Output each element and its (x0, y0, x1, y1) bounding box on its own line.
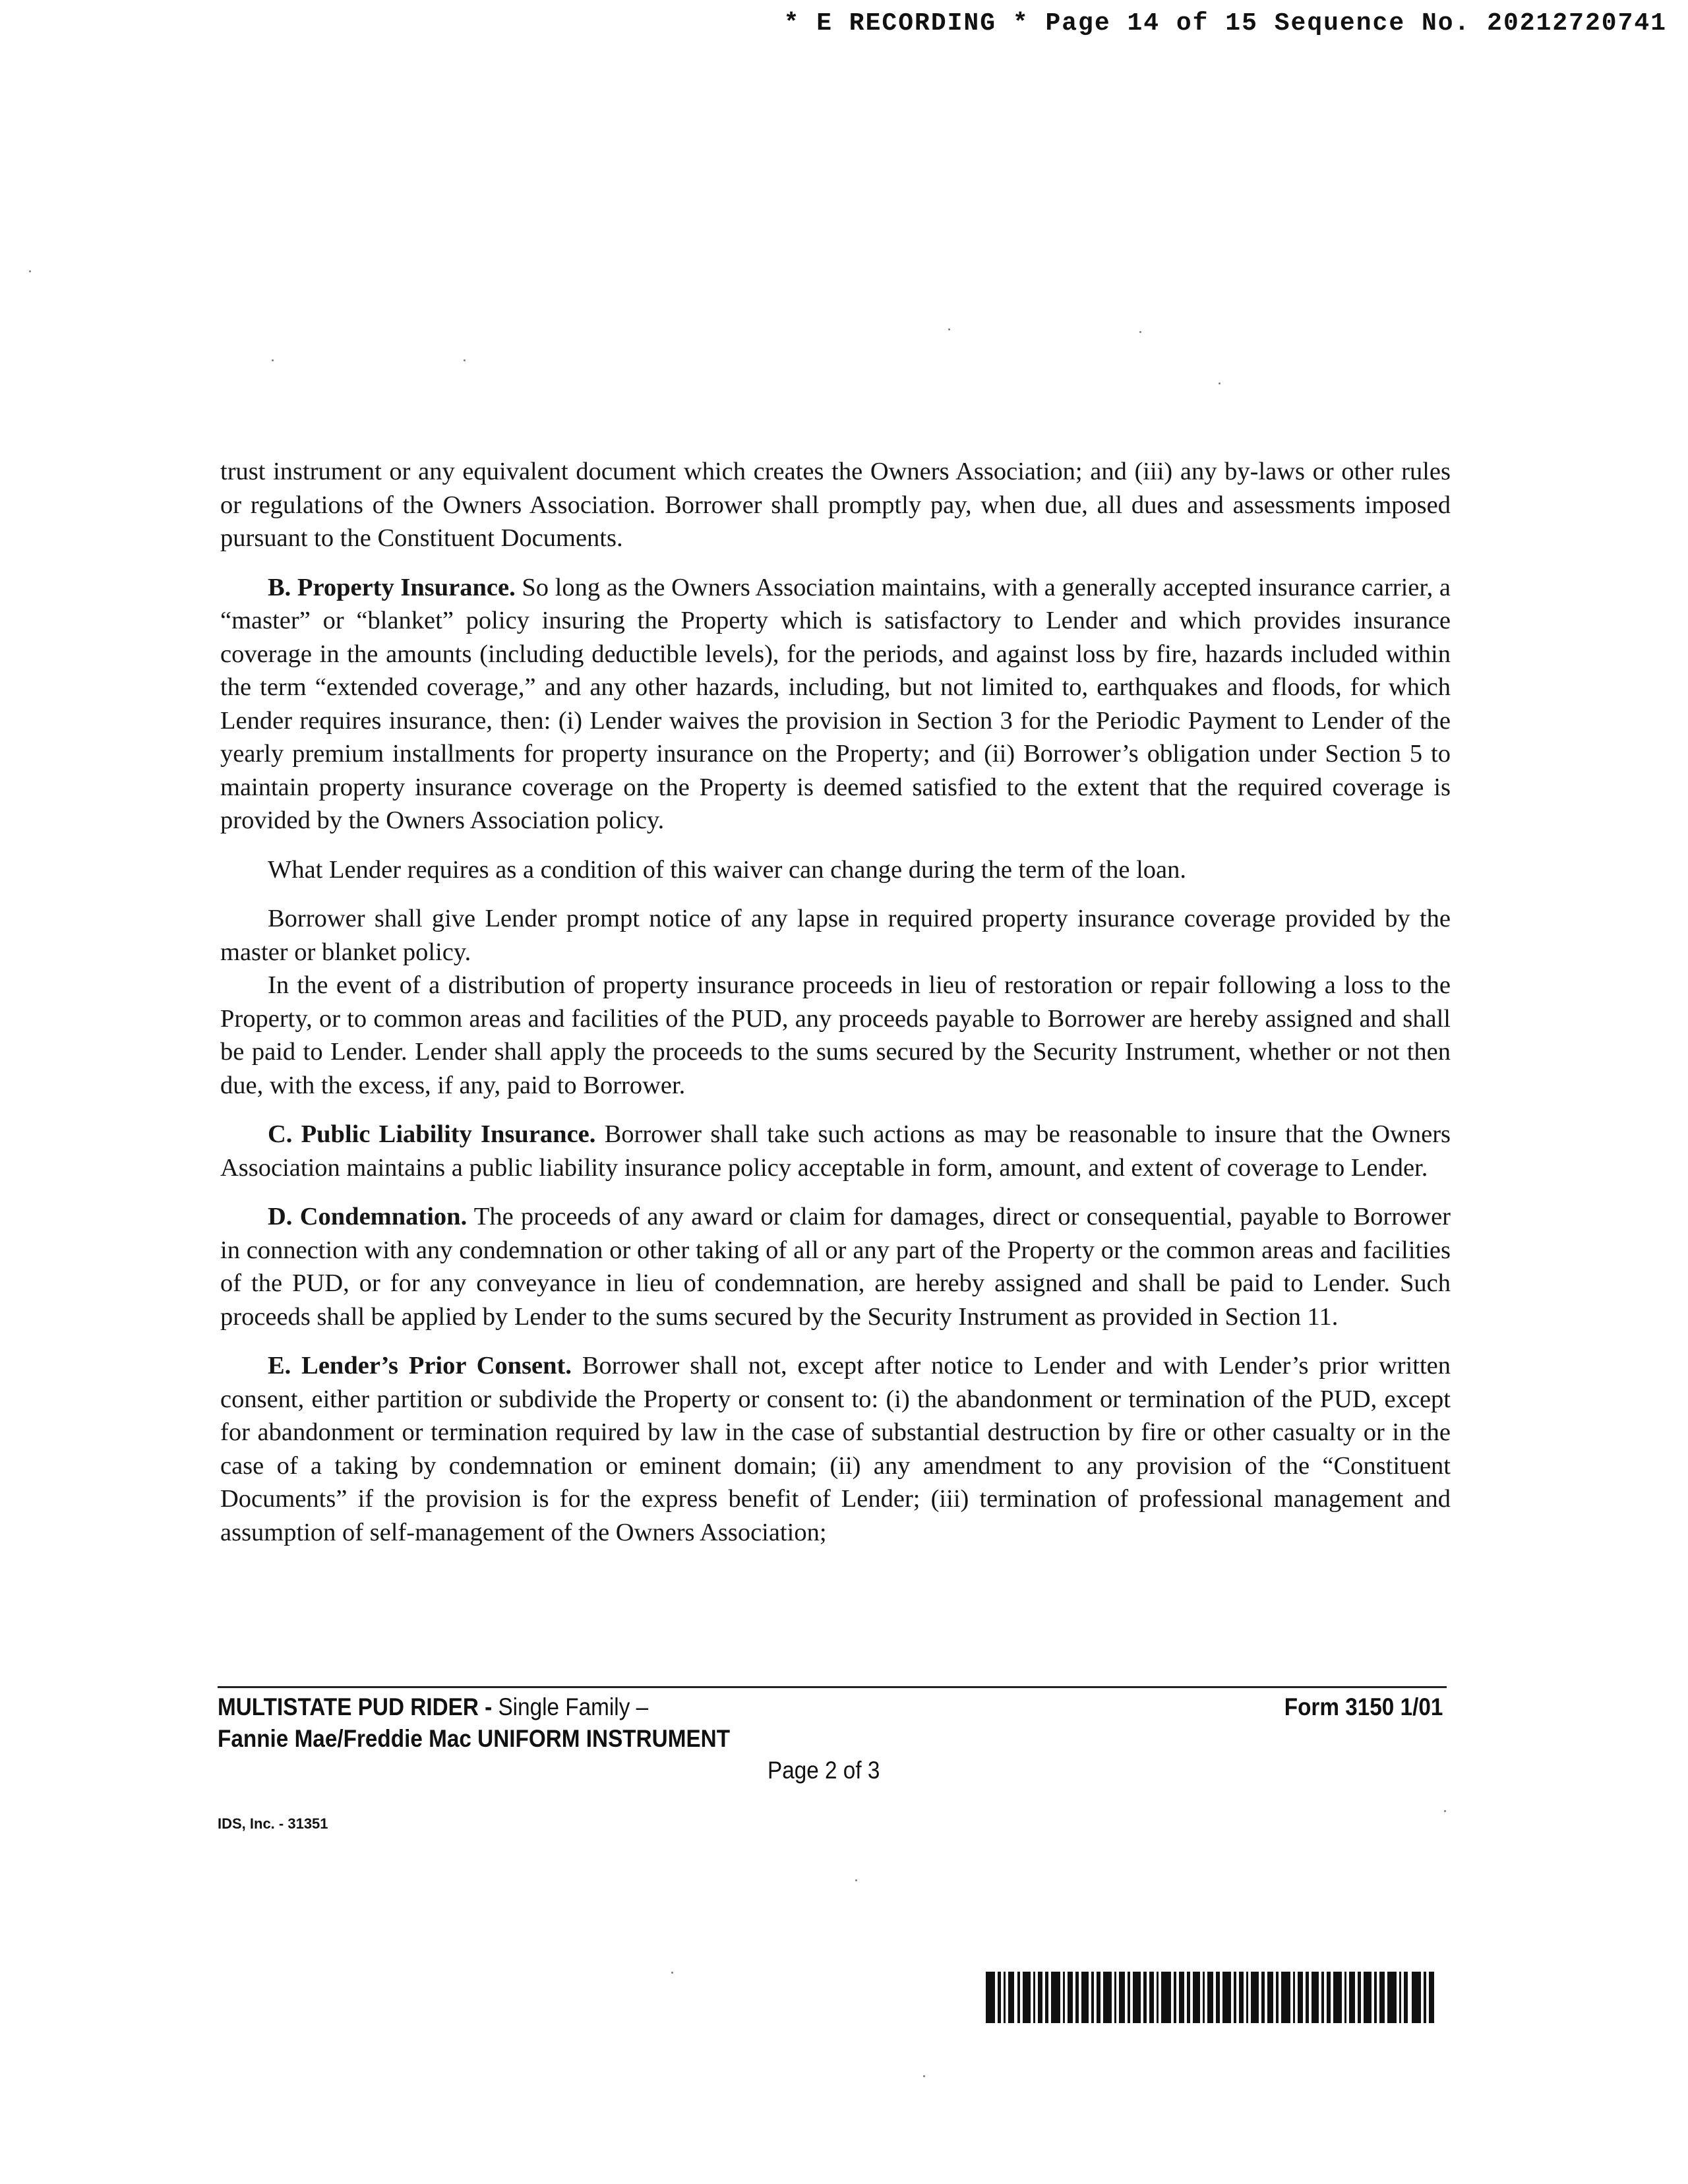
footer-divider (218, 1686, 1447, 1688)
scan-speck (948, 328, 950, 330)
paragraph-waiver: What Lender requires as a condition of this waiver can change during the term of the loan. (268, 855, 1186, 884)
section-b-property-insurance (220, 571, 1451, 837)
scan-speck (1139, 331, 1141, 333)
section-b-title: B. Property Insurance. (268, 573, 516, 601)
section-e-prior-consent (220, 1349, 1451, 1549)
section-d-condemnation (220, 1200, 1451, 1333)
section-e-text: Borrower shall not, except after notice to Lender and with Lender’s prior written consent, either partition or subdivide the Property or consent to: (i) the abandonment or termination of the PUD, except for abandonment or termination required by law in the case of substantial destruction by fire or other casualty or in the case of a taking by condemnation or eminent domain; (ii) any amendment to any provision of the “Constituent Documents” if the provision is for the express benefit of Lender; (iii) termination of professional management and assumption of self-management of the Owners Association; (220, 1352, 1451, 1546)
document-body (220, 455, 1451, 1549)
paragraph-lapse-notice: Borrower shall give Lender prompt notice of any lapse in required property insurance coverage provided by the master or blanket policy. (220, 905, 1451, 966)
section-c-text: Borrower shall take such actions as may be reasonable to insure that the Owners Association maintains a public liability insurance policy acceptable in form, amount, and extent of coverage to Lender. (220, 1120, 1451, 1182)
scan-speck (1219, 382, 1221, 384)
recording-header: * E RECORDING * Page 14 of 15 Sequence No. 20212720741 (783, 9, 1667, 38)
scan-speck (671, 1972, 673, 1974)
section-c-title: C. Public Liability Insurance. (268, 1120, 596, 1148)
scan-speck (923, 2075, 925, 2077)
section-c-public-liability (220, 1118, 1451, 1184)
scan-speck (855, 1879, 857, 1881)
scan-speck (1444, 1810, 1446, 1812)
footer-form-name-rest: Single Family – (492, 1693, 649, 1720)
scan-speck (464, 359, 466, 361)
footer-form-number: Form 3150 1/01 (1284, 1693, 1443, 1720)
scan-speck (272, 359, 274, 361)
scan-speck (29, 270, 31, 272)
footer-uniform-instrument: Fannie Mae/Freddie Mac UNIFORM INSTRUMENT (218, 1725, 731, 1752)
footer-form-name-bold: MULTISTATE PUD RIDER - (218, 1693, 493, 1720)
barcode-icon (986, 1972, 1434, 2023)
section-d-title: D. Condemnation. (268, 1203, 467, 1230)
paragraph-constituent-docs: trust instrument or any equivalent document which creates the Owners Association; and (iii) any by-laws or other rules or regulations of the Owners Association. Borrower shall promptly pay, when due, all dues and assessments imposed pursuant to the Constituent Documents. (220, 458, 1451, 552)
footer-vendor-id: IDS, Inc. - 31351 (218, 1815, 328, 1832)
section-e-title: E. Lender’s Prior Consent. (268, 1352, 572, 1380)
paragraph-distribution: In the event of a distribution of property insurance proceeds in lieu of restoration or repair following a loss to the Property, or to common areas and facilities of the PUD, any proceeds payable to Borrower are hereby assigned and shall be paid to Lender. Lender shall apply the proceeds to the sums secured by the Security Instrument, whether or not then due, with the excess, if any, paid to Borrower. (220, 971, 1451, 1099)
footer-page-number: Page 2 of 3 (768, 1757, 880, 1784)
section-d-text: The proceeds of any award or claim for damages, direct or consequential, payable to Borrower in connection with any condemnation or other taking of all or any part of the Property or the common areas and facilities of the PUD, or for any conveyance in lieu of condemnation, are hereby assigned and shall be paid to Lender. Such proceeds shall be applied by Lender to the sums secured by the Security Instrument as provided in Section 11. (220, 1203, 1451, 1331)
footer-form-name (218, 1693, 648, 1721)
section-b-text: So long as the Owners Association maintains, with a generally accepted insurance carrier, a “master” or “blanket” policy insuring the Property which is satisfactory to Lender and which provides insurance coverage in the amounts (including deductible levels), for the periods, and against loss by fire, hazards included within the term “extended coverage,” and any other hazards, including, but not limited to, earthquakes and floods, for which Lender requires insurance, then: (i) Lender waives the provision in Section 3 for the Periodic Payment to Lender of the yearly premium installments for property insurance on the Property; and (ii) Borrower’s obligation under Section 5 to maintain property insurance coverage on the Property is deemed satisfied to the extent that the required coverage is provided by the Owners Association policy. (220, 573, 1451, 834)
